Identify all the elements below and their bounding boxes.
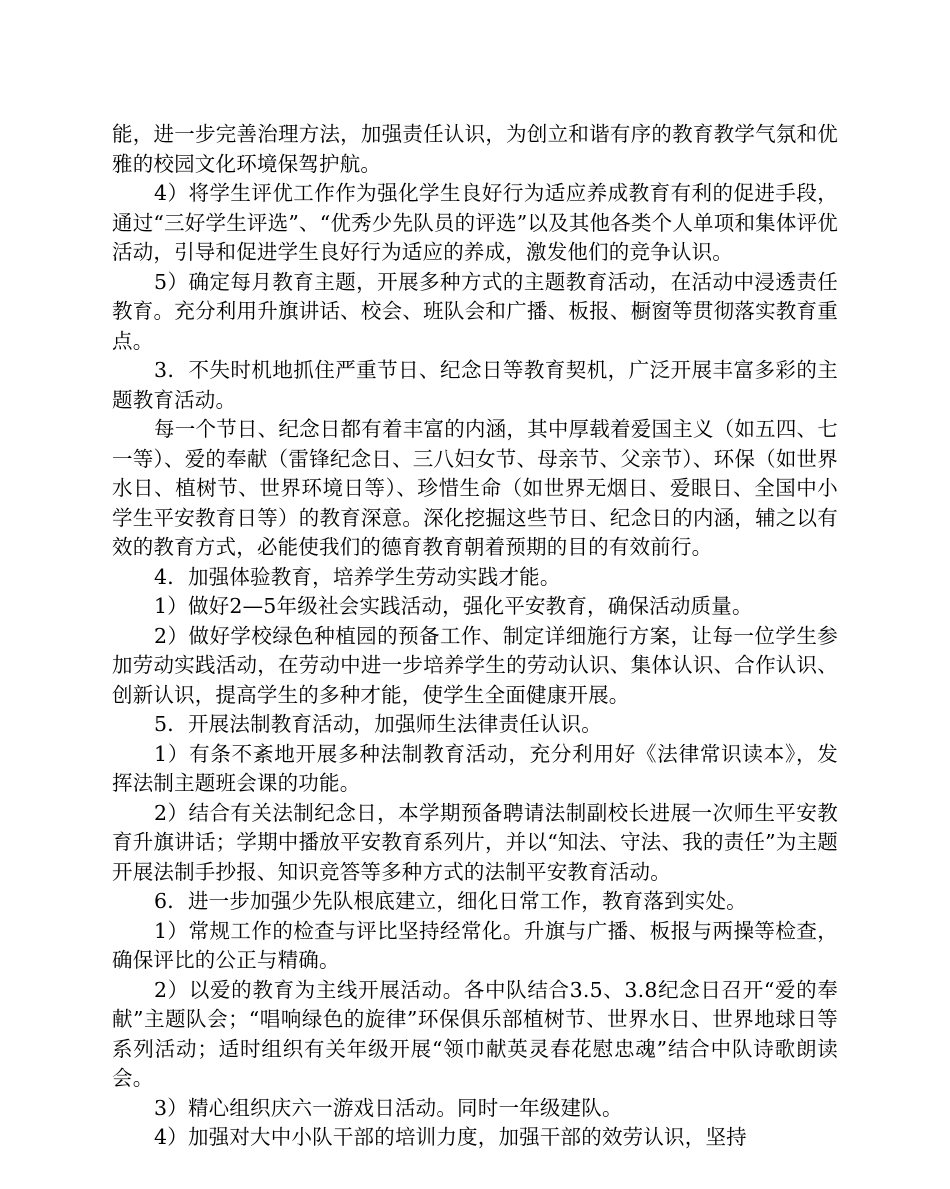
paragraph-13: 1）常规工作的检查与评比坚持经常化。升旗与广播、板报与两操等检查，确保评比的公正与精确。 xyxy=(112,918,838,972)
paragraph-10: 1）有条不紊地开展多种法制教育活动，充分利用好《法律常识读本》，发挥法制主题班会课的功能。 xyxy=(112,741,838,795)
paragraph-4: 3．不失时机地抓住严重节日、纪念日等教育契机，广泛开展丰富多彩的主题教育活动。 xyxy=(112,358,838,412)
paragraph-15: 3）精心组织庆六一游戏日活动。同时一年级建队。 xyxy=(154,1095,623,1120)
paragraph-11: 2）结合有关法制纪念日，本学期预备聘请法制副校长进展一次师生平安教育升旗讲话；学期中播放平安教育系列片，并以“知法、守法、我的责任”为主题开展法制手抄报、知识竞答等多种方式的法制平安教育活动。 xyxy=(112,800,838,884)
paragraph-1: 能，进一步完善治理方法，加强责任认识，为创立和谐有序的教育教学气氛和优雅的校园文化环境保驾护航。 xyxy=(112,122,838,176)
document-page xyxy=(112,120,838,1153)
paragraph-8: 2）做好学校绿色种植园的预备工作、制定详细施行方案，让每一位学生参加劳动实践活动，在劳动中进一步培养学生的劳动认识、集体认识、合作认识、创新认识，提高学生的多种才能，使学生全面健康开展。 xyxy=(112,623,838,707)
paragraph-5: 每一个节日、纪念日都有着丰富的内涵，其中厚载着爱国主义（如五四、七一等）、爱的奉献（雷锋纪念日、三八妇女节、母亲节、父亲节）、环保（如世界水日、植树节、世界环境日等）、珍惜生命（如世界无烟日、爱眼日、全国中小学生平安教育日等）的教育深意。深化挖掘这些节日、纪念日的内涵，辅之以有效的教育方式，必能使我们的德育教育朝着预期的目的有效前行。 xyxy=(112,417,838,559)
paragraph-16: 4）加强对大中小队干部的培训力度，加强干部的效劳认识，坚持 xyxy=(154,1125,747,1149)
paragraph-12: 6．进一步加强少先队根底建立，细化日常工作，教育落到实处。 xyxy=(154,889,747,913)
paragraph-3: 5）确定每月教育主题，开展多种方式的主题教育活动，在活动中浸透责任教育。充分利用升旗讲话、校会、班队会和广播、板报、橱窗等贯彻落实教育重点。 xyxy=(112,269,838,353)
paragraph-14: 2）以爱的教育为主线开展活动。各中队结合3.5、3.8纪念日召开“爱的奉献”主题队会；“唱响绿色的旋律”环保俱乐部植树节、世界水日、世界地球日等系列活动；适时组织有关年级开展“领巾献英灵春花慰忠魂”结合中队诗歌朗读会。 xyxy=(112,977,838,1090)
paragraph-6: 4．加强体验教育，培养学生劳动实践才能。 xyxy=(154,564,561,589)
paragraph-2: 4）将学生评优工作作为强化学生良好行为适应养成教育有利的促进手段，通过“三好学生评选”、“优秀少先队员的评选”以及其他各类个人单项和集体评优活动，引导和促进学生良好行为适应的养成，激发他们的竞争认识。 xyxy=(112,181,838,264)
paragraph-7: 1）做好2—5年级社会实践活动，强化平安教育，确保活动质量。 xyxy=(154,594,753,618)
paragraph-9: 5．开展法制教育活动，加强师生法律责任认识。 xyxy=(154,712,602,736)
